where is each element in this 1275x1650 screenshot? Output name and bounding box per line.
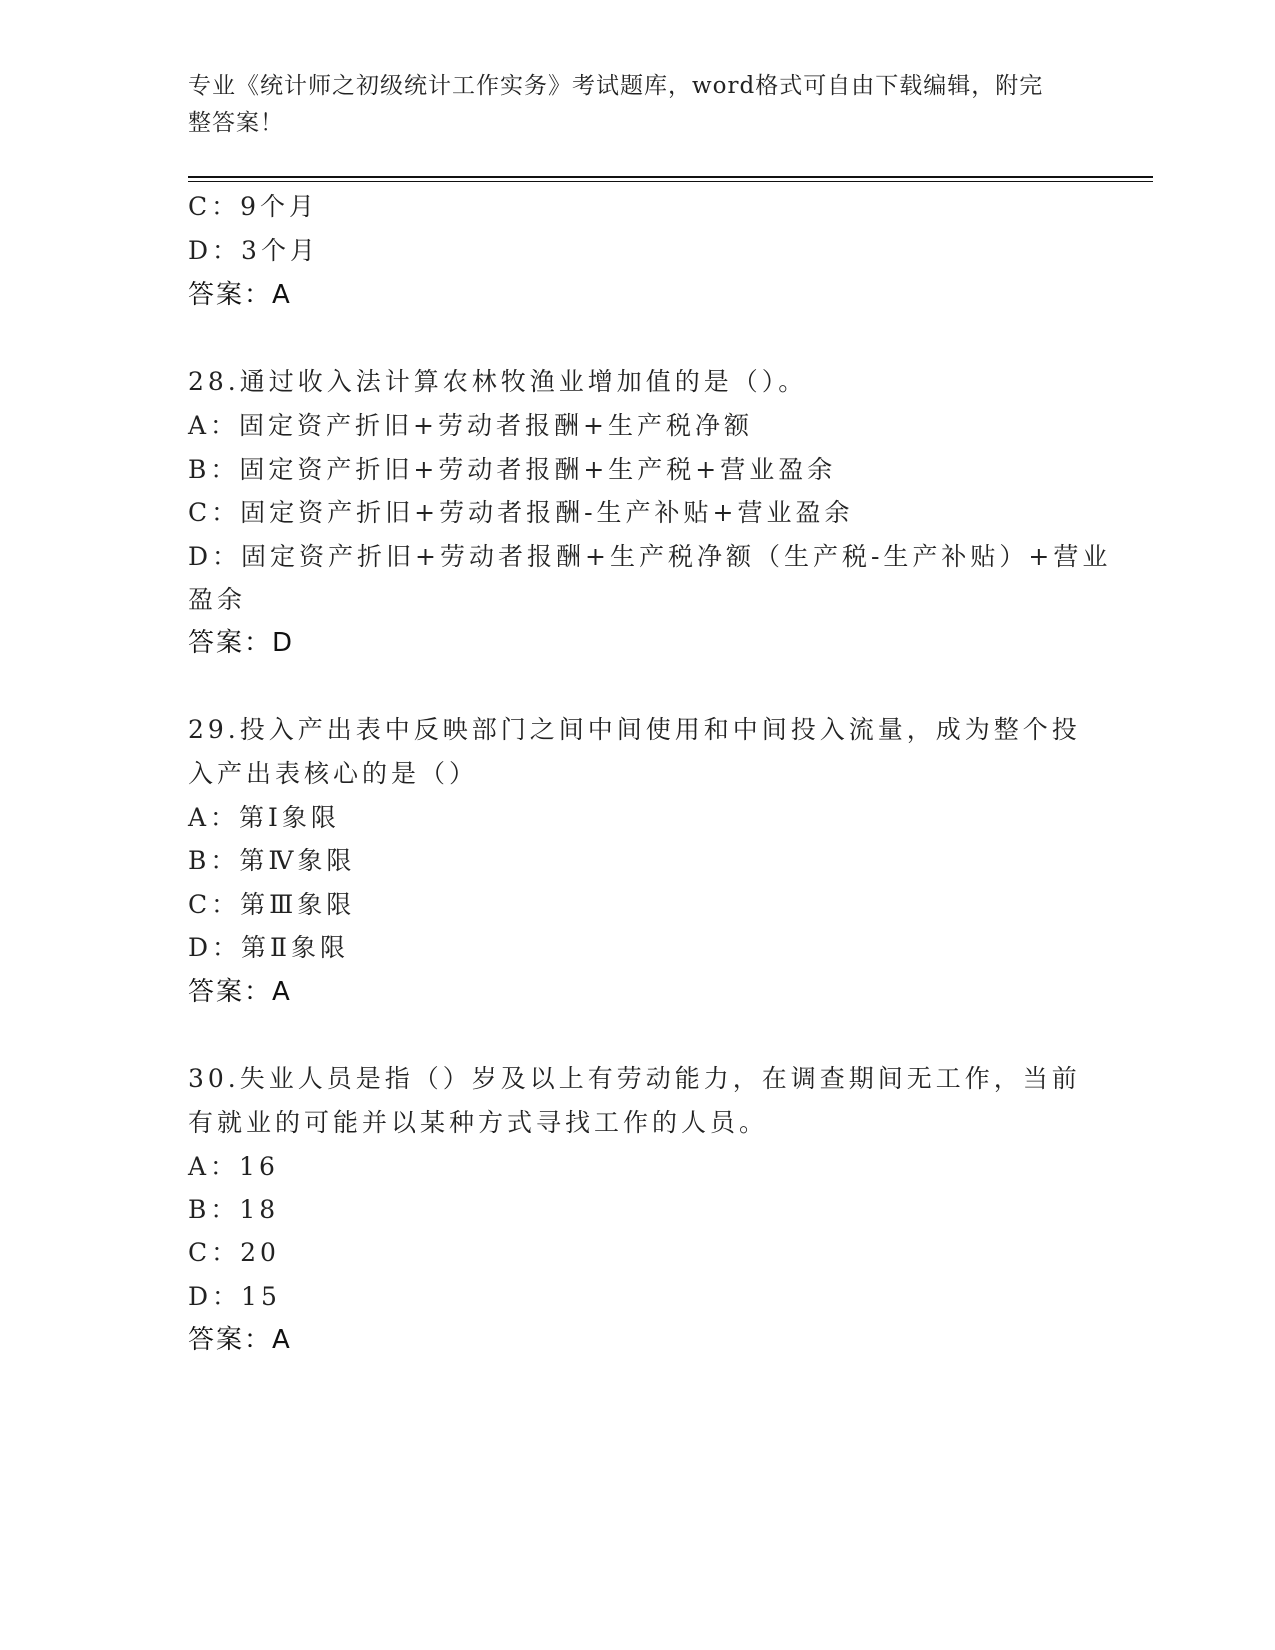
q29-option-a: A：第Ⅰ象限 bbox=[188, 803, 340, 832]
q30-answer: 答案：A bbox=[188, 1325, 292, 1355]
q30-option-c: C：20 bbox=[188, 1238, 280, 1267]
q29-stem-line-1: 29.投入产出表中反映部门之间中间使用和中间投入流量，成为整个投 bbox=[188, 715, 1081, 744]
header-line-2: 整答案！ bbox=[188, 110, 284, 136]
q28-stem: 28.通过收入法计算农林牧渔业增加值的是（）。 bbox=[188, 367, 808, 396]
q28-answer: 答案：D bbox=[188, 628, 295, 658]
header-line-1: 专业《统计师之初级统计工作实务》考试题库，word格式可自由下载编辑，附完 bbox=[188, 73, 1044, 99]
page-header bbox=[188, 68, 1068, 142]
header-rule-thick bbox=[188, 176, 1153, 178]
q28-option-d-line-1: D：固定资产折旧+劳动者报酬+生产税净额（生产税-生产补贴）+营业 bbox=[188, 542, 1112, 571]
q30-option-d: D：15 bbox=[188, 1282, 281, 1311]
q30-stem-line-2: 有就业的可能并以某种方式寻找工作的人员。 bbox=[188, 1108, 769, 1137]
q29-option-d: D：第Ⅱ象限 bbox=[188, 933, 350, 962]
q30-stem-line-1: 30.失业人员是指（）岁及以上有劳动能力，在调查期间无工作，当前 bbox=[188, 1064, 1081, 1093]
q28-option-b: B：固定资产折旧+劳动者报酬+生产税+营业盈余 bbox=[188, 455, 837, 484]
q30-option-b: B：18 bbox=[188, 1195, 280, 1224]
q30-option-a: A：16 bbox=[188, 1152, 279, 1181]
q29-option-c: C：第Ⅲ象限 bbox=[188, 890, 356, 919]
q28-option-a: A：固定资产折旧+劳动者报酬+生产税净额 bbox=[188, 411, 753, 440]
q29-option-b: B：第Ⅳ象限 bbox=[188, 846, 356, 875]
q29-answer: 答案：A bbox=[188, 977, 292, 1007]
prev-option-c: C：9个月 bbox=[188, 192, 319, 221]
q28-option-c: C：固定资产折旧+劳动者报酬-生产补贴+营业盈余 bbox=[188, 498, 854, 527]
q28-option-d-line-2: 盈余 bbox=[188, 585, 247, 614]
prev-answer: 答案：A bbox=[188, 280, 292, 310]
prev-option-d: D：3个月 bbox=[188, 236, 319, 265]
q29-stem-line-2: 入产出表核心的是（） bbox=[188, 759, 479, 788]
header-rule-thin bbox=[188, 181, 1153, 182]
